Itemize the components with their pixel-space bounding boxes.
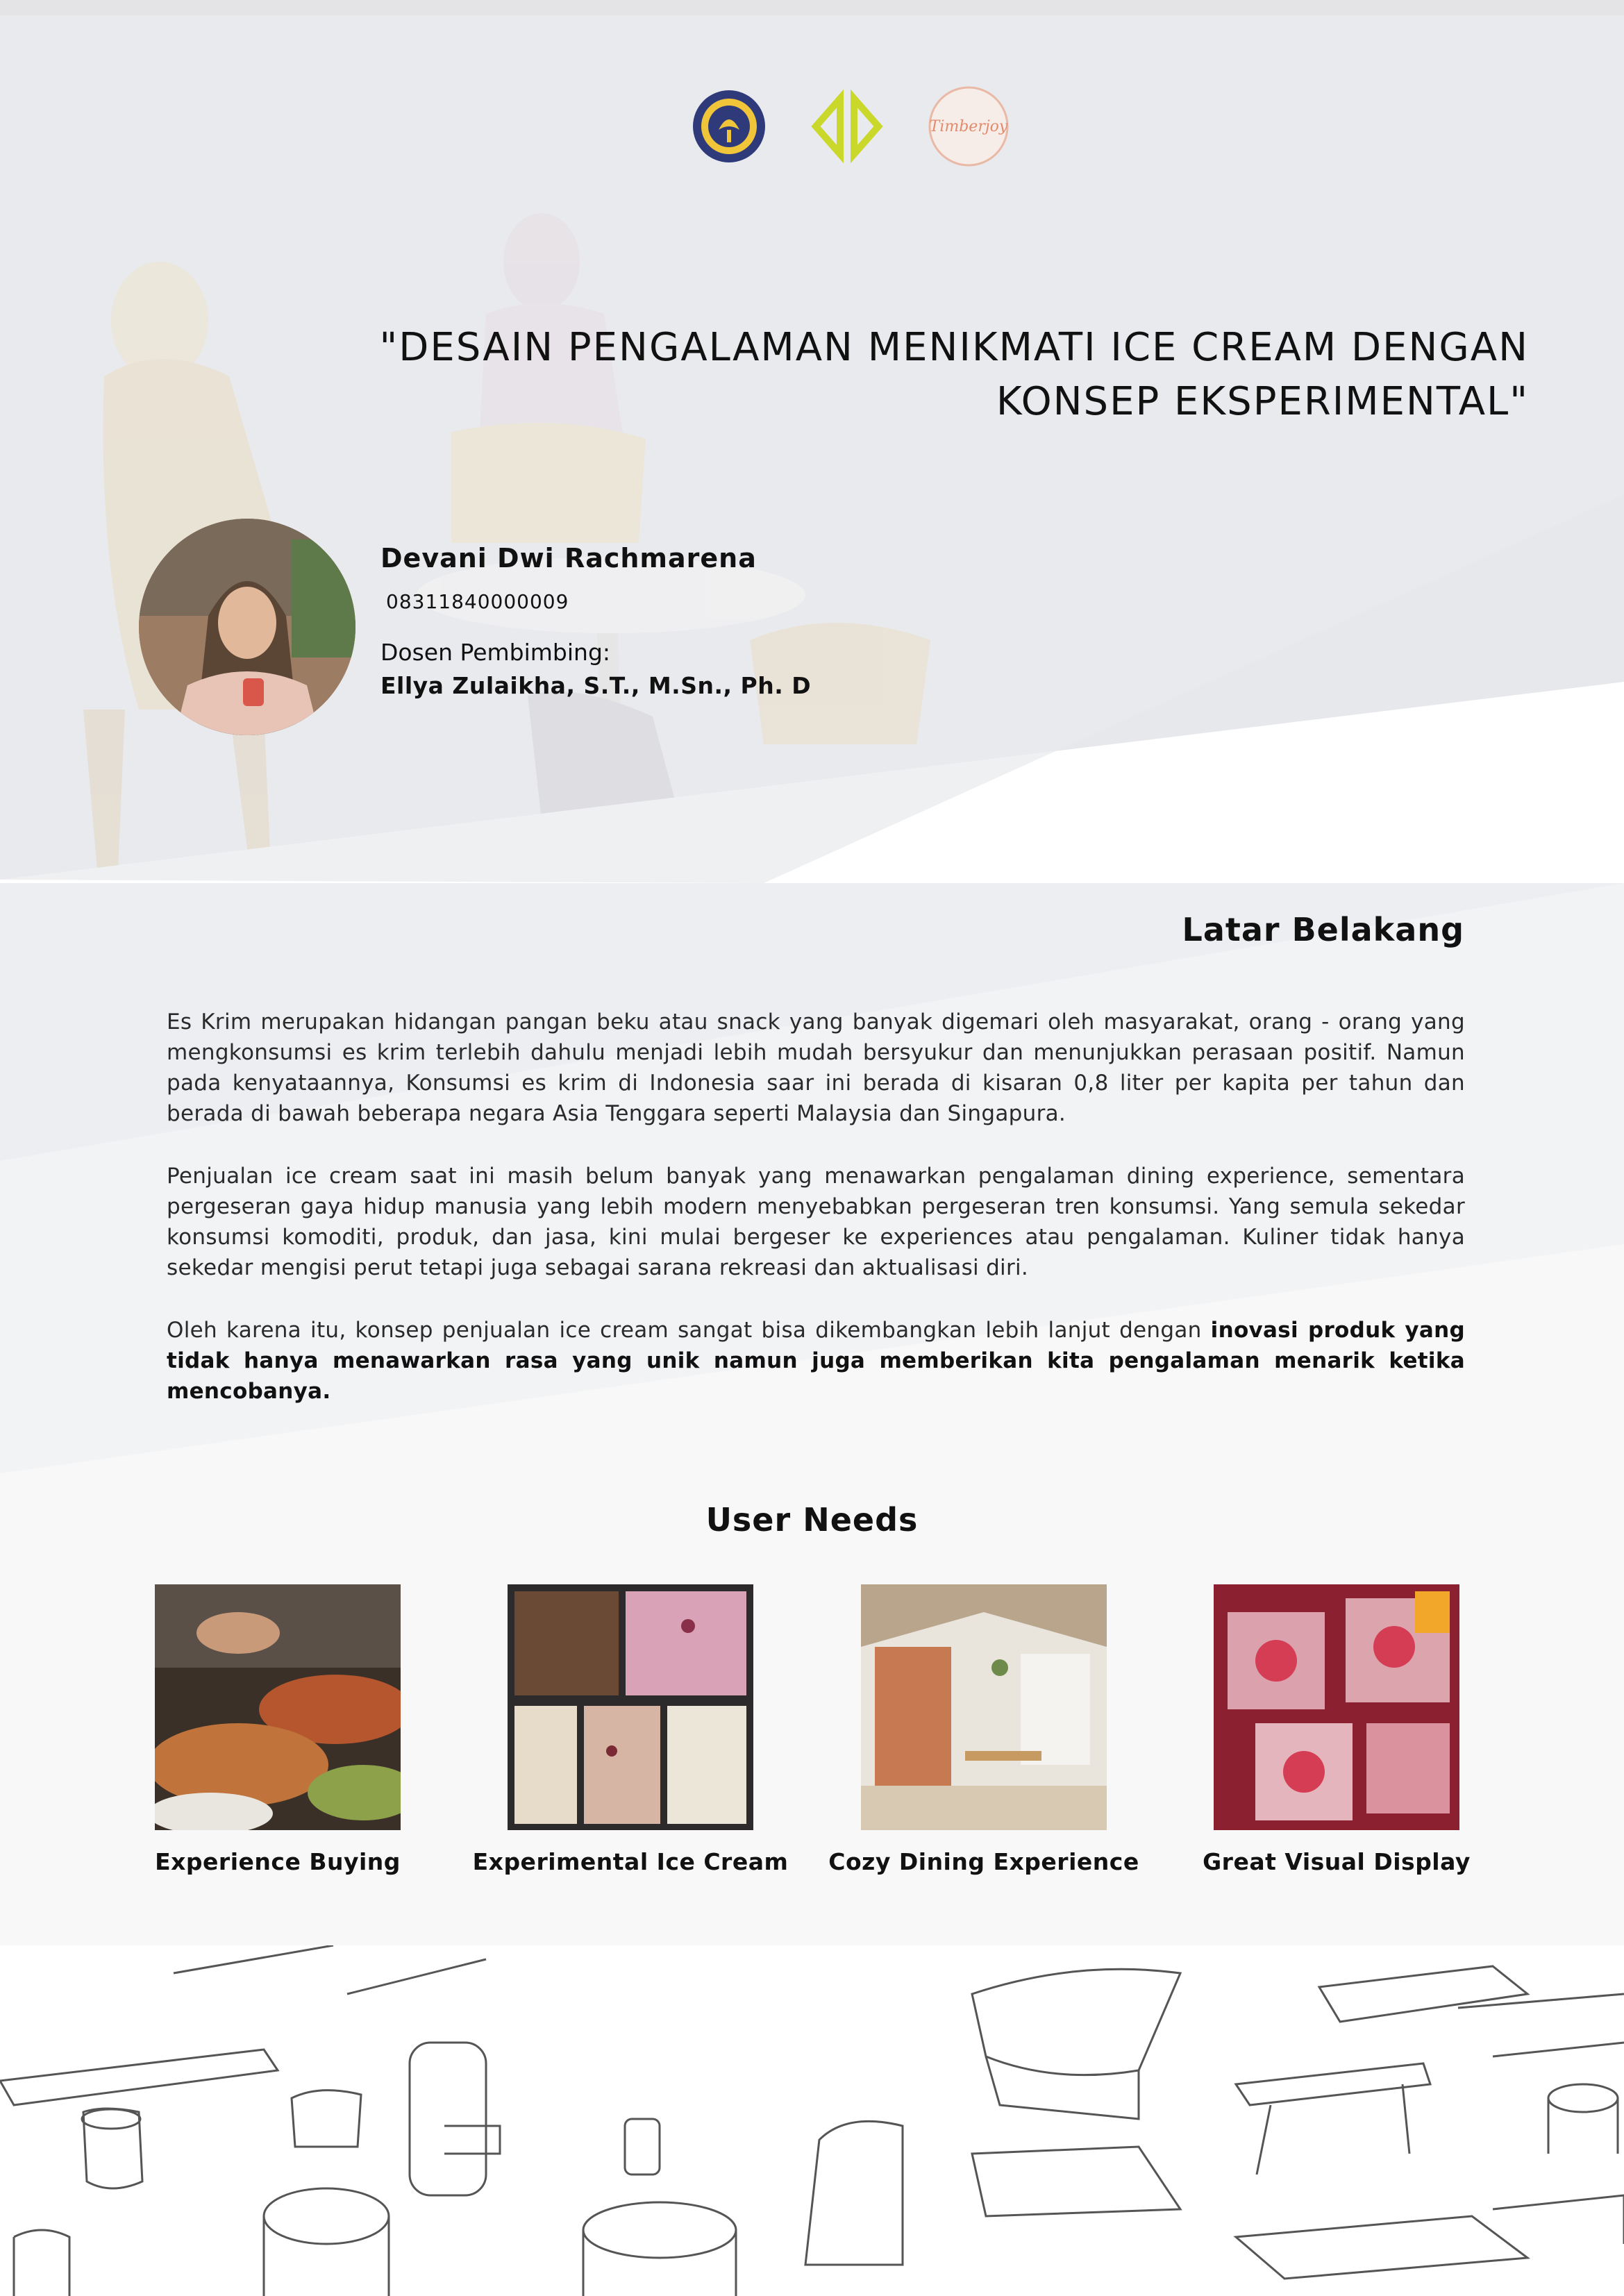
user-needs-title: User Needs	[705, 1501, 919, 1539]
author-nrp: 08311840000009	[386, 590, 569, 613]
top-strip	[0, 0, 1624, 15]
experience-buying-image	[155, 1584, 401, 1830]
title-line-2: KONSEP EKSPERIMENTAL"	[996, 379, 1529, 424]
its-logo-icon	[684, 81, 774, 171]
supervisor-label: Dosen Pembimbing:	[380, 639, 611, 666]
author-avatar	[139, 519, 355, 735]
background-section	[0, 883, 1624, 1487]
paragraph-1: Es Krim merupakan hidangan pangan beku atau snack yang banyak digemari oleh masyarakat, orang - orang yang mengkonsumsi es krim terlebih dahulu menjadi lebih mudah bersyukur dan menunjukkan perasaan positif. Namun pada kenyataannya, Konsumsi es krim di Indonesia saar ini berada di kisaran 0,8 liter per kapita per tahun dan berada di bawah beberapa negara Asia Tenggara seperti Malaysia dan Singapura.	[167, 1009, 1465, 1126]
hero-section	[0, 15, 1624, 883]
paragraph-3	[167, 1315, 1465, 1407]
title-line-1: "DESAIN PENGALAMAN MENIKMATI ICE CREAM DENGAN	[379, 325, 1529, 370]
timberjoy-logo-icon	[923, 81, 1014, 171]
cozy-dining-label: Cozy Dining Experience	[828, 1848, 1139, 1875]
svg-text:Timberjoy: Timberjoy	[929, 118, 1008, 135]
supervisor-name: Ellya Zulaikha, S.T., M.Sn., Ph. D	[380, 672, 812, 699]
author-name: Devani Dwi Rachmarena	[380, 543, 757, 573]
cozy-dining-image	[861, 1584, 1107, 1830]
experimental-ice-cream-label: Experimental Ice Cream	[472, 1848, 789, 1875]
experience-buying-label: Experience Buying	[155, 1848, 401, 1875]
experimental-ice-cream-image	[508, 1584, 753, 1830]
page-title	[210, 321, 1529, 429]
paragraph-3-emphasis: inovasi produk yang tidak hanya menawarkan rasa yang unik namun juga memberikan kita pengalaman menarik ketika mencobanya.	[167, 1318, 1465, 1404]
paragraph-3-text: Oleh karena itu, konsep penjualan ice cream sangat bisa dikembangkan lebih lanjut dengan	[167, 1318, 1211, 1343]
great-visual-display-image	[1214, 1584, 1459, 1830]
great-visual-display-label: Great Visual Display	[1203, 1848, 1471, 1875]
paragraph-2: Penjualan ice cream saat ini masih belum banyak yang menawarkan pengalaman dining experience, sementara pergeseran gaya hidup manusia yang lebih modern menyebabkan pergeseran tren konsumsi. Yang semula sekedar konsumsi komoditi, produk, dan jasa, kini mulai bergeser ke experiences atau pengalaman. Kuliner tidak hanya sekedar mengisi perut tetapi juga sebagai sarana rekreasi dan aktualisasi diri.	[167, 1164, 1465, 1280]
section-title: Latar Belakang	[1182, 911, 1464, 948]
sketch-illustration	[0, 1945, 1624, 2296]
logo-row	[0, 81, 1624, 185]
dp-logo-icon	[802, 81, 892, 171]
user-needs-section	[0, 1487, 1624, 1945]
